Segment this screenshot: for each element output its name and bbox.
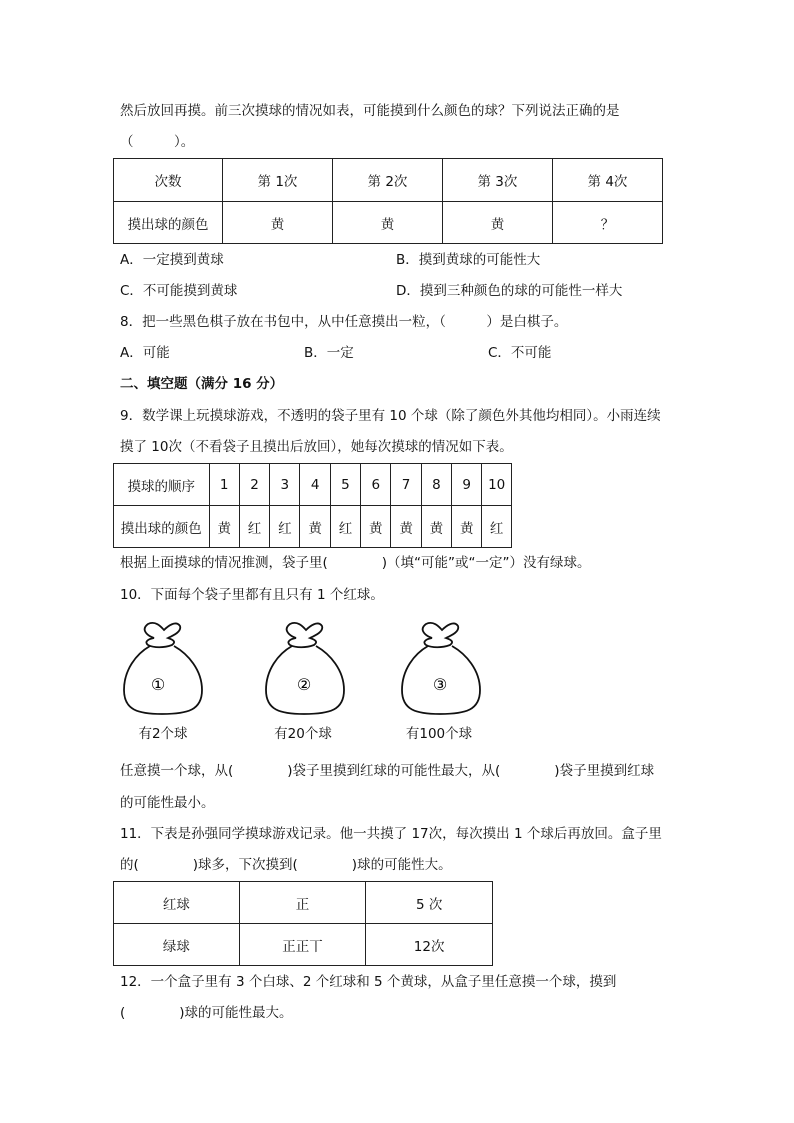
q9-table-cell: 红 [270, 506, 300, 548]
bag-number: ③ [432, 675, 448, 694]
q8-option-c: C．不可能 [488, 345, 552, 361]
bag-outline [287, 623, 323, 647]
q9-table-cell: 摸出球的颜色 [114, 506, 210, 548]
q7-table-cell: ？ [552, 202, 662, 244]
bag-outline [423, 623, 459, 647]
q7-option-d: D．摸到三种颜色的球的可能性一样大 [396, 283, 623, 299]
q9-table-cell: 黄 [209, 506, 239, 548]
q11-table-cell: 正 [239, 882, 366, 924]
q8-option-a: A．可能 [120, 345, 170, 361]
bag-number: ① [150, 675, 166, 694]
q9-line3: 根据上面摸球的情况推测，袋子里( )（填“可能”或“一定”）没有绿球。 [120, 555, 591, 571]
q9-table-cell: 摸球的顺序 [114, 464, 210, 506]
bag-caption: 有20个球 [274, 726, 332, 742]
bag-number: ② [296, 675, 312, 694]
q9-table-cell: 6 [361, 464, 391, 506]
q7-table-cell: 黄 [332, 202, 442, 244]
bag-outline [145, 623, 181, 647]
q8-text: 8．把一些黑色棋子放在书包中，从中任意摸出一粒，（ ）是白棋子。 [120, 314, 568, 330]
q9-table-cell: 7 [391, 464, 421, 506]
q9-table-cell: 黄 [452, 506, 482, 548]
bag-caption: 有100个球 [405, 726, 473, 742]
q12-line1: 12．一个盒子里有 3 个白球、2 个红球和 5 个黄球，从盒子里任意摸一个球，摸到 [120, 974, 617, 990]
q7-option-b: B．摸到黄球的可能性大 [396, 252, 541, 268]
q9-table-cell: 9 [452, 464, 482, 506]
q7-option-c: C．不可能摸到黄球 [120, 283, 238, 299]
q10-line2: 任意摸一个球，从( )袋子里摸到红球的可能性最大，从( )袋子里摸到红球 [120, 763, 655, 779]
q11-table-cell: 5 次 [366, 882, 493, 924]
q7-table-cell: 第 4次 [552, 159, 662, 202]
q9-table-cell: 10 [482, 464, 512, 506]
q9-table-cell: 红 [330, 506, 360, 548]
q11-table [113, 881, 493, 966]
bag-caption: 有2个球 [138, 726, 188, 742]
q11-table-cell: 红球 [114, 882, 240, 924]
q7-line2: （ ）。 [120, 134, 195, 150]
q7-table-cell: 摸出球的颜色 [114, 202, 223, 244]
q9-table-cell: 5 [330, 464, 360, 506]
q7-table-cell: 第 2次 [332, 159, 442, 202]
q10-text: 10．下面每个袋子里都有且只有 1 个红球。 [120, 587, 384, 603]
q7-line1: 然后放回再摸。前三次摸球的情况如表，可能摸到什么颜色的球？下列说法正确的是 [120, 103, 620, 119]
q9-table-cell: 红 [239, 506, 269, 548]
q9-table-cell: 黄 [361, 506, 391, 548]
bag-illustration [118, 618, 208, 718]
q7-table-cell: 黄 [442, 202, 552, 244]
q11-table-cell: 正正丅 [239, 924, 366, 966]
q7-table-cell: 第 1次 [223, 159, 333, 202]
q9-table [113, 463, 512, 548]
q9-table-cell: 黄 [300, 506, 330, 548]
section-title: 二、填空题（满分 16 分） [120, 376, 284, 392]
q9-table-cell: 3 [270, 464, 300, 506]
q7-table [113, 158, 663, 244]
q9-line2: 摸了 10次（不看袋子且摸出后放回），她每次摸球的情况如下表。 [120, 439, 513, 455]
q7-option-a: A．一定摸到黄球 [120, 252, 224, 268]
q9-table-cell: 黄 [421, 506, 451, 548]
bag-illustration [260, 618, 350, 718]
q7-table-cell: 第 3次 [442, 159, 552, 202]
bag-illustration [396, 618, 486, 718]
q11-table-cell: 绿球 [114, 924, 240, 966]
q11-table-cell: 12次 [366, 924, 493, 966]
q11-line2: 的( )球多，下次摸到( )球的可能性大。 [120, 857, 452, 873]
q12-line2: ( )球的可能性最大。 [120, 1005, 293, 1021]
q9-table-cell: 黄 [391, 506, 421, 548]
q7-table-cell: 黄 [223, 202, 333, 244]
q10-line3: 的可能性最小。 [120, 795, 215, 811]
q7-table-cell: 次数 [114, 159, 223, 202]
q9-table-cell: 8 [421, 464, 451, 506]
q9-table-cell: 4 [300, 464, 330, 506]
q8-option-b: B．一定 [304, 345, 354, 361]
q9-table-cell: 2 [239, 464, 269, 506]
q9-table-cell: 1 [209, 464, 239, 506]
q9-line1: 9．数学课上玩摸球游戏，不透明的袋子里有 10 个球（除了颜色外其他均相同）。小雨连续 [120, 408, 661, 424]
q11-line1: 11．下表是孙强同学摸球游戏记录。他一共摸了 17次，每次摸出 1 个球后再放回。盒子里 [120, 826, 662, 842]
q9-table-cell: 红 [482, 506, 512, 548]
